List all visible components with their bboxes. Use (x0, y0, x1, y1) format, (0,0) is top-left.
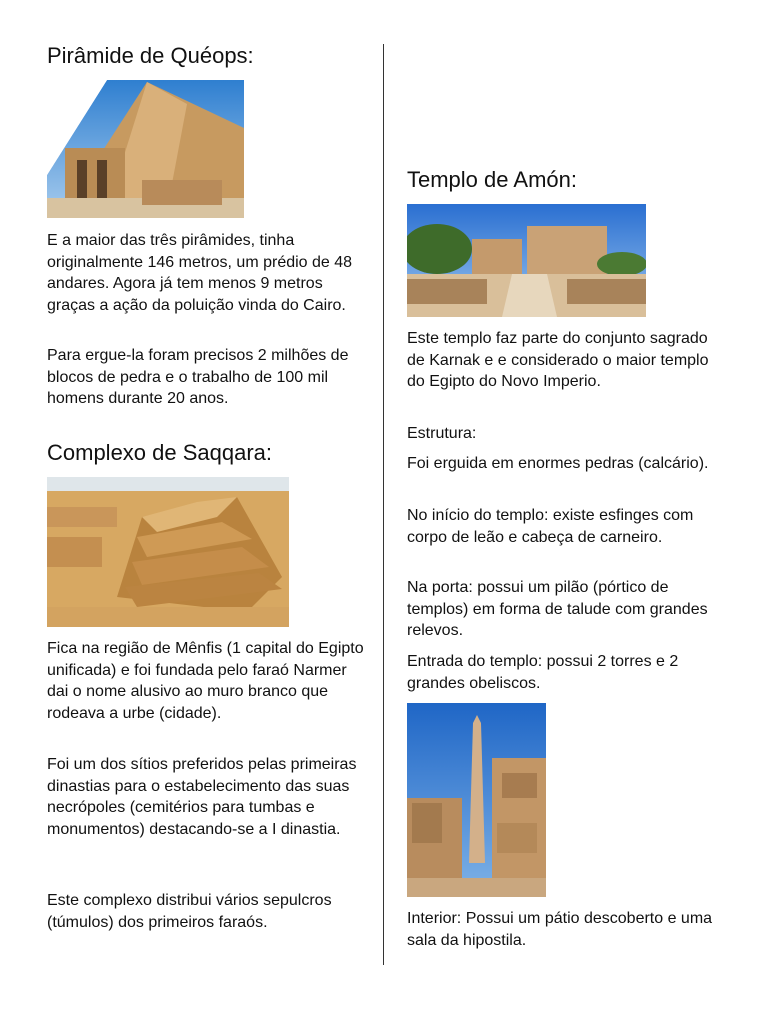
amon-paragraph-6: Entrada do templo: possui 2 torres e 2 grandes obeliscos. (407, 653, 679, 692)
cheops-paragraph-2: Para ergue-la foram precisos 2 milhões de blocos de pedra e o trabalho de 100 mil homens durante 20 anos. (47, 347, 349, 407)
amon-paragraph-1: Este templo faz parte do conjunto sagrado de Karnak e e considerado o maior templo do Egipto do Novo Imperio. (407, 330, 709, 390)
amon-paragraph-5: Na porta: possui um pilão (pórtico de templos) em forma de talude com grandes relevos. (407, 579, 708, 639)
amon-paragraph-2: Estrutura: (407, 425, 477, 442)
saqqara-step-pyramid-image (47, 477, 289, 627)
saqqara-paragraph-2: Foi um dos sítios preferidos pelas primeiras dinastias para o estabelecimento das suas necrópoles (cemitérios para tumbas e monumentos) destacando-se a I dinastia. (47, 756, 357, 838)
saqqara-paragraph-1: Fica na região de Mênfis (1 capital do Egipto unificada) e foi fundada pelo faraó Narmer dai o nome alusivo ao muro branco que rodeava a urbe (cidade). (47, 640, 364, 722)
saqqara-paragraph-3: Este complexo distribui vários sepulcros (túmulos) dos primeiros faraós. (47, 892, 332, 931)
column-divider (383, 44, 384, 965)
heading-saqqara: Complexo de Saqqara: (47, 440, 273, 465)
heading-amon: Templo de Amón: (407, 167, 577, 192)
heading-cheops: Pirâmide de Quéops: (47, 43, 254, 68)
amon-paragraph-3: Foi erguida em enormes pedras (calcário). (407, 455, 709, 472)
cheops-paragraph-1: E a maior das três pirâmides, tinha originalmente 146 metros, um prédio de 48 andares. Agora já tem menos 9 metros graças a ação da poluição vinda do Cairo. (47, 232, 353, 314)
karnak-avenue-image (407, 204, 646, 317)
amon-paragraph-7: Interior: Possui um pátio descoberto e uma sala da hipostila. (407, 910, 713, 949)
amon-paragraph-4: No início do templo: existe esfinges com corpo de leão e cabeça de carneiro. (407, 507, 694, 546)
karnak-obelisk-image (407, 703, 546, 897)
cheops-pyramid-image (47, 80, 244, 218)
